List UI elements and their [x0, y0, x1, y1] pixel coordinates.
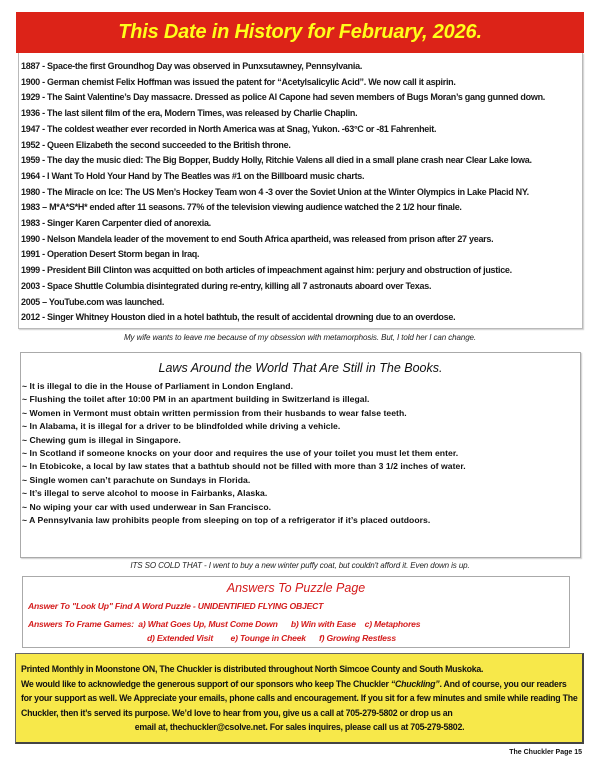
history-item: 1964 - I Want To Hold Your Hand by The Beatles was #1 on the Billboard music charts.: [21, 170, 365, 181]
history-item: 1947 - The coldest weather ever recorded in North America was at Snag, Yukon. -63°C or -81 Fahrenheit.: [21, 123, 437, 134]
history-item: 1887 - Space-the first Groundhog Day was observed in Punxsutawney, Pennsylvania.: [21, 61, 363, 71]
publisher-info: [16, 654, 582, 735]
history-item: 1900 - German chemist Felix Hoffman was issued the patent for “Acetylsalicylic Acid”. We now call it aspirin.: [21, 76, 456, 87]
law-item: ~ It’s illegal to serve alcohol to moose in Fairbanks, Alaska.: [22, 488, 268, 499]
info-contact: email at, thechuckler@csolve.net. For sales inquires, please call us at 705-279-5802.: [134, 722, 465, 733]
history-item: 1980 - The Miracle on Ice: The US Men’s Hockey Team won 4 -3 over the Soviet Union at the Winter Olympics in Lake Placid NY.: [21, 186, 529, 197]
answer-f: f) Growing Restless: [319, 633, 396, 643]
info-line1: Printed Monthly in Moonstone ON, The Chuckler is distributed throughout North Simcoe County and South Muskoka.: [21, 664, 484, 674]
law-item: ~ In Scotland if someone knocks on your door and requires the use of your toilet you must let them enter.: [22, 448, 459, 459]
law-item: ~ In Alabama, it is illegal for a driver to be blindfolded while driving a vehicle.: [22, 421, 341, 432]
chuckling-text: “Chuckling”: [390, 678, 440, 689]
law-item: ~ Women in Vermont must obtain written permission from their husbands to wear false teeth.: [22, 407, 407, 418]
lookup-answer: Answer To "Look Up" Find A Word Puzzle - UNIDENTIFIED FLYING OBJECT: [28, 601, 324, 611]
laws-list: [21, 380, 580, 527]
answer-e: e) Tounge in Cheek: [230, 633, 306, 643]
law-item: ~ No wiping your car with used underwear in San Francisco.: [22, 501, 272, 512]
law-item: ~ Chewing gum is illegal in Singapore.: [22, 434, 181, 445]
joke-metamorphosis: My wife wants to leave me because of my obsession with metamorphosis. But, I told her I can change.: [123, 333, 477, 342]
answer-c: c) Metaphores: [364, 619, 421, 629]
history-item: 2012 - Singer Whitney Houston died in a hotel bathtub, the result of accidental drowning due to an overdose.: [21, 312, 456, 323]
laws-box: [20, 352, 581, 558]
answers-title: Answers To Puzzle Page: [226, 581, 366, 595]
history-item: 2005 – YouTube.com was launched.: [21, 296, 165, 307]
history-item: 1929 - The Saint Valentine’s Day massacre. Dressed as police Al Capone had seven members of Bugs Moran’s gang gunned down.: [21, 92, 546, 103]
history-item: 1983 – M*A*S*H* ended after 11 seasons. 77% of the television viewing audience watched the 2 1/2 hour finale.: [21, 202, 462, 213]
law-item: ~ Single women can’t parachute on Sundays in Florida.: [22, 474, 251, 485]
frame-answers-row2: [147, 633, 396, 643]
history-list: [19, 53, 582, 326]
answers-box: [22, 576, 570, 648]
law-item: ~ Flushing the toilet after 10:00 PM in an apartment building in Switzerland is illegal.: [22, 394, 370, 405]
publisher-info-box: [15, 653, 584, 744]
page-title: This Date in History for February, 2026.: [118, 21, 482, 43]
history-item: 1999 - President Bill Clinton was acquitted on both articles of impeachment against him: perjury and obstruction of justice.: [21, 265, 512, 276]
answer-b: b) Win with Ease: [290, 619, 356, 629]
frame-label: Answers To Frame Games:: [28, 619, 134, 629]
law-item: ~ In Etobicoke, a local by law states that a bathtub should not be filled with more than 3 1/2 inches of water.: [22, 461, 466, 472]
history-item: 1983 - Singer Karen Carpenter died of anorexia.: [21, 218, 211, 229]
history-item: 1952 - Queen Elizabeth the second succeeded to the British throne.: [21, 139, 291, 150]
page-footer: The Chuckler Page 15: [509, 749, 582, 756]
frame-answers-row1: [28, 619, 420, 629]
answer-a: a) What Goes Up, Must Come Down: [138, 619, 278, 629]
joke-cold: ITS SO COLD THAT - I went to buy a new winter puffy coat, but couldn't afford it. Even down is up.: [130, 561, 470, 570]
laws-title: Laws Around the World That Are Still in The Books.: [158, 361, 443, 375]
history-item: 1959 - The day the music died: The Big Bopper, Buddy Holly, Ritchie Valens all died in a small plane crash near Clear Lake Iowa.: [21, 155, 532, 166]
law-item: ~ It is illegal to die in the House of Parliament in London England.: [22, 381, 294, 391]
history-box: [18, 53, 583, 329]
history-item: 1991 - Operation Desert Storm began in Iraq.: [21, 249, 200, 260]
history-item: 2003 - Space Shuttle Columbia disintegrated during re-entry, killing all 7 astronauts aboard over Texas.: [21, 280, 432, 291]
info-line2a: We would like to acknowledge the generous support of our sponsors who keep The Chuckler: [21, 678, 391, 689]
info-line2c: . And of course, you our readers for your support as well. We Appreciate your emails, phone calls and encouragement. If you sit for a few minutes and smile while reading The Chuckler, then it’s served its purpose. We’d love to hear from you, give us a call at 705-279-5802 or drop us an: [21, 678, 578, 718]
history-item: 1990 - Nelson Mandela leader of the movement to end South Africa apartheid, was released from prison after 27 years.: [21, 233, 494, 244]
answer-d: d) Extended Visit: [147, 633, 213, 643]
history-item: 1936 - The last silent film of the era, Modern Times, was released by Charlie Chaplin.: [21, 108, 358, 119]
history-header: [16, 12, 584, 53]
law-item: ~ A Pennsylvania law prohibits people from sleeping on top of a refrigerator if it’s placed outdoors.: [22, 515, 431, 526]
